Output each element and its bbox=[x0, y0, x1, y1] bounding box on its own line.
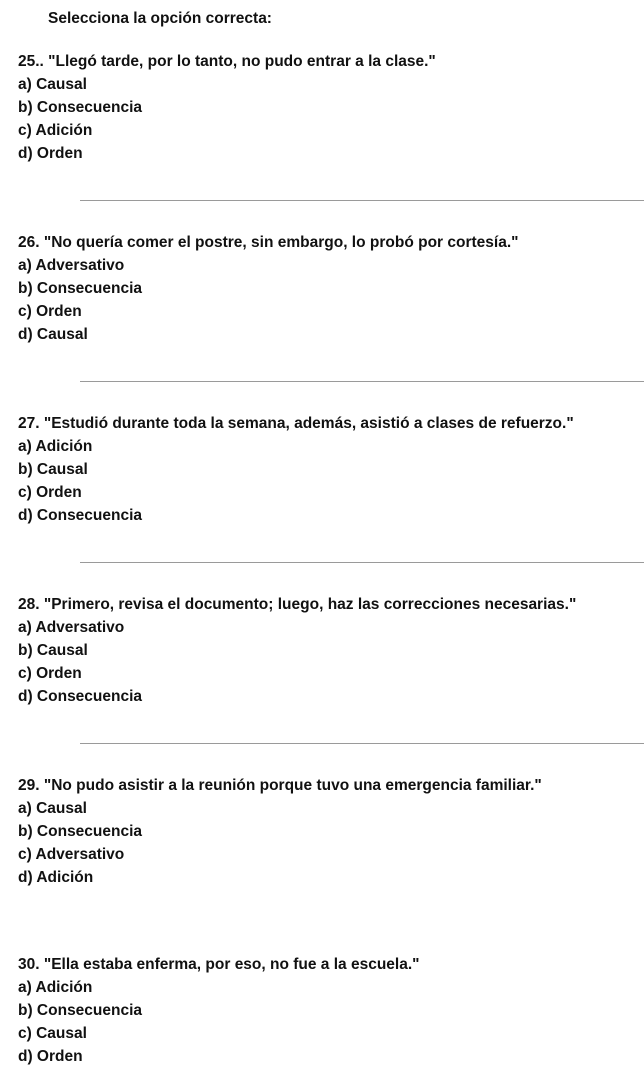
option-d[interactable]: d) Orden bbox=[18, 1048, 83, 1065]
option-b[interactable]: b) Consecuencia bbox=[18, 1002, 143, 1019]
option-c[interactable]: c) Orden bbox=[18, 665, 82, 682]
option-a[interactable]: a) Adición bbox=[18, 438, 93, 455]
option-a[interactable]: a) Adversativo bbox=[18, 257, 125, 274]
option-b[interactable]: b) Causal bbox=[18, 642, 88, 659]
question-text: 29. "No pudo asistir a la reunión porque tuvo una emergencia familiar." bbox=[18, 777, 542, 794]
option-c[interactable]: c) Orden bbox=[18, 303, 82, 320]
option-a[interactable]: a) Causal bbox=[18, 76, 87, 93]
option-d[interactable]: d) Consecuencia bbox=[18, 507, 143, 524]
divider bbox=[80, 562, 644, 563]
question-text: 26. "No quería comer el postre, sin embargo, lo probó por cortesía." bbox=[18, 234, 519, 251]
option-a[interactable]: a) Adición bbox=[18, 979, 93, 996]
option-c[interactable]: c) Causal bbox=[18, 1025, 87, 1042]
question-25 bbox=[18, 50, 644, 165]
option-d[interactable]: d) Adición bbox=[18, 869, 94, 886]
question-text: 28. "Primero, revisa el documento; luego, haz las correcciones necesarias." bbox=[18, 596, 577, 613]
option-c[interactable]: c) Adversativo bbox=[18, 846, 125, 863]
option-c[interactable]: c) Orden bbox=[18, 484, 82, 501]
option-b[interactable]: b) Consecuencia bbox=[18, 280, 143, 297]
option-a[interactable]: a) Causal bbox=[18, 800, 87, 817]
option-d[interactable]: d) Consecuencia bbox=[18, 688, 143, 705]
question-30 bbox=[18, 953, 644, 1068]
question-text: 30. "Ella estaba enferma, por eso, no fue a la escuela." bbox=[18, 956, 420, 973]
question-text: 27. "Estudió durante toda la semana, además, asistió a clases de refuerzo." bbox=[18, 415, 574, 432]
question-29 bbox=[18, 774, 644, 889]
question-28 bbox=[18, 593, 644, 708]
option-b[interactable]: b) Causal bbox=[18, 461, 88, 478]
option-b[interactable]: b) Consecuencia bbox=[18, 823, 143, 840]
question-26 bbox=[18, 231, 644, 346]
divider bbox=[80, 743, 644, 744]
divider bbox=[80, 381, 644, 382]
option-d[interactable]: d) Orden bbox=[18, 145, 83, 162]
option-c[interactable]: c) Adición bbox=[18, 122, 93, 139]
question-27 bbox=[18, 412, 644, 527]
option-d[interactable]: d) Causal bbox=[18, 326, 88, 343]
instruction-heading: Selecciona la opción correcta: bbox=[48, 10, 272, 27]
divider bbox=[80, 200, 644, 201]
option-a[interactable]: a) Adversativo bbox=[18, 619, 125, 636]
question-text: 25.. "Llegó tarde, por lo tanto, no pudo entrar a la clase." bbox=[18, 53, 436, 70]
option-b[interactable]: b) Consecuencia bbox=[18, 99, 143, 116]
